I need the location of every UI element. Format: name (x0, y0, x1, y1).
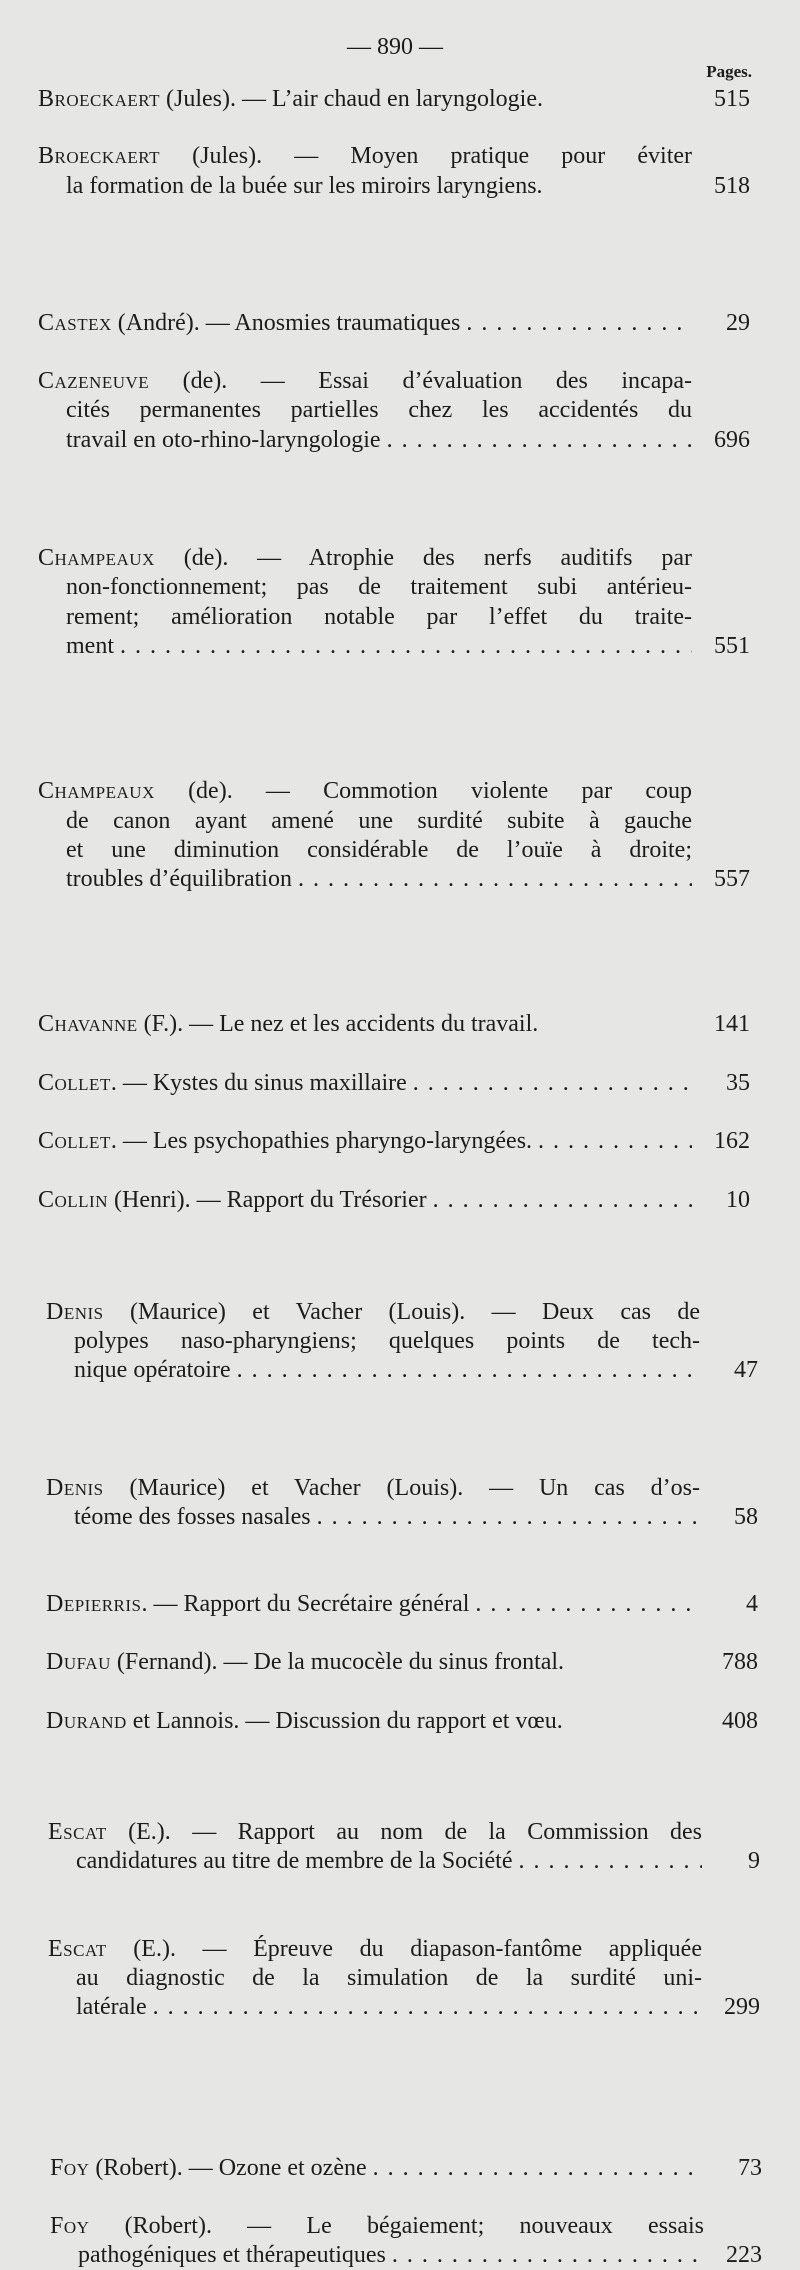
entry-title: (Maurice) et Vacher (Louis). — Un cas d’os- (103, 1474, 700, 1501)
entry-title: (Jules). — L’air chaud en laryngologie. (160, 86, 544, 112)
index-entry (46, 1298, 758, 1386)
page-reference: 141 (714, 1011, 750, 1038)
entry-title: (F.). — Le nez et les accidents du travail. (137, 1011, 539, 1038)
entry-continuation-line (46, 1327, 700, 1356)
entry-author: Escat (48, 1819, 107, 1846)
entry-title: (de). — Commotion violente par coup (154, 778, 692, 805)
page-reference: 58 (734, 1503, 758, 1530)
index-entry (46, 1648, 758, 1677)
entry-title: . — Les psychopathies pharyngo-laryngées. (110, 1128, 533, 1155)
entry-title: troubles d’équilibration (66, 866, 292, 893)
entry-title: nique opératoire (74, 1357, 231, 1384)
entry-title: (Maurice) et Vacher (Louis). — Deux cas de (103, 1298, 700, 1325)
leader-dots (564, 1648, 700, 1677)
entry-first-line (38, 1069, 692, 1098)
entry-title: (Henri). — Rapport du Trésorier (108, 1187, 427, 1214)
page-reference: 73 (738, 2154, 762, 2181)
leader-dots (147, 1993, 702, 2022)
page-reference: 162 (714, 1128, 750, 1155)
entry-author: Champeaux (38, 778, 155, 805)
entry-author: Champeaux (38, 545, 155, 572)
index-entry (38, 544, 750, 661)
entry-author: Depierris (46, 1591, 142, 1618)
entry-title: (E.). — Épreuve du diapason-fantôme appliquée (106, 1935, 702, 1962)
entry-title: (Jules). — Moyen pratique pour éviter (160, 143, 692, 170)
index-entry (48, 1818, 760, 1877)
page-number: — 890 — (347, 34, 443, 60)
entry-title: (de). — Atrophie des nerfs auditifs par (154, 545, 692, 572)
entry-title: . — Rapport du Secrétaire général (141, 1591, 470, 1618)
index-entry (50, 2212, 762, 2270)
page-reference: 9 (748, 1848, 760, 1875)
entry-author: Dufau (46, 1649, 111, 1676)
entry-title: (Robert). — Le bégaiement; nouveaux essais (89, 2212, 704, 2239)
entry-title: latérale (76, 1994, 147, 2021)
leader-dots (538, 1010, 692, 1039)
entry-first-line (46, 1474, 700, 1503)
entry-first-line (46, 1648, 700, 1677)
entry-title: (E.). — Rapport au nom de la Commission des (106, 1819, 702, 1846)
entry-title: téome des fosses nasales (74, 1503, 311, 1530)
entry-continuation-line (38, 396, 692, 425)
page-reference: 35 (726, 1069, 750, 1096)
entry-continuation-line (38, 603, 692, 632)
entry-author: Durand (46, 1707, 127, 1734)
entry-title: de canon ayant amené une surdité subite à gauche (66, 807, 692, 834)
leader-dots (543, 172, 692, 201)
page-reference: 29 (726, 309, 750, 336)
entry-continuation-line (38, 426, 692, 455)
index-entry (38, 1069, 750, 1098)
entry-first-line (38, 1010, 692, 1039)
entry-continuation-line (38, 865, 692, 894)
entry-author: Cazeneuve (38, 368, 150, 395)
index-entry (38, 142, 750, 201)
entry-first-line (38, 367, 692, 396)
entry-author: Foy (50, 2154, 90, 2181)
entry-first-line (38, 309, 692, 338)
index-entry (46, 1474, 758, 1533)
entry-title: non-fonctionnement; pas de traitement subi antérieu- (66, 574, 692, 601)
entry-title: (Robert). — Ozone et ozène (89, 2154, 367, 2181)
index-entry (50, 2154, 762, 2183)
index-entry (38, 309, 750, 338)
entry-continuation-line (38, 573, 692, 602)
entry-author: Foy (50, 2212, 90, 2239)
entry-continuation-line (46, 1356, 700, 1385)
entry-title: pathogéniques et thérapeutiques (78, 2242, 386, 2269)
entry-author: Denis (46, 1298, 104, 1325)
index-entry (38, 777, 750, 894)
page-reference: 551 (714, 632, 750, 659)
entry-title: (André). — Anosmies traumatiques (111, 309, 461, 336)
leader-dots (543, 85, 692, 114)
index-entry (38, 1186, 750, 1215)
leader-dots (114, 632, 692, 661)
entry-first-line (46, 1298, 700, 1327)
entry-first-line (38, 142, 692, 171)
page-reference: 4 (746, 1591, 758, 1618)
entry-continuation-line (38, 632, 692, 661)
entry-title: . — Kystes du sinus maxillaire (110, 1069, 407, 1096)
leader-dots (292, 865, 692, 894)
entry-author: Collin (38, 1187, 108, 1214)
leader-dots (367, 2154, 704, 2183)
entry-first-line (38, 544, 692, 573)
entry-author: Denis (46, 1474, 104, 1501)
leader-dots (427, 1186, 692, 1215)
entry-title: travail en oto-rhino-laryngologie (66, 426, 381, 453)
entry-first-line (38, 85, 692, 114)
entry-author: Escat (48, 1935, 107, 1962)
entry-title: (de). — Essai d’évaluation des incapa- (149, 368, 692, 395)
entry-first-line (48, 1818, 702, 1847)
entry-continuation-line (38, 807, 692, 836)
page-reference: 515 (714, 86, 750, 112)
entry-first-line (50, 2154, 704, 2183)
leader-dots (532, 1127, 692, 1156)
page-reference: 408 (722, 1707, 758, 1734)
entry-title: cités permanentes partielles chez les accidentés du (66, 397, 692, 424)
page-reference: 10 (726, 1187, 750, 1214)
entry-first-line (46, 1590, 700, 1619)
entry-continuation-line (46, 1503, 700, 1532)
entry-continuation-line (38, 836, 692, 865)
entry-first-line (46, 1707, 700, 1736)
leader-dots (231, 1356, 700, 1385)
leader-dots (469, 1590, 700, 1619)
index-entry (46, 1590, 758, 1619)
entry-title: la formation de la buée sur les miroirs laryngiens. (66, 172, 543, 199)
entry-first-line (50, 2212, 704, 2241)
leader-dots (386, 2241, 704, 2270)
page-reference: 299 (724, 1994, 760, 2021)
entry-title: et Lannois. — Discussion du rapport et vœu. (126, 1707, 563, 1734)
entry-title: candidatures au titre de membre de la Société (76, 1848, 513, 1875)
leader-dots (512, 1847, 702, 1876)
pages-column-label: Pages. (706, 62, 752, 81)
entry-title: ment (66, 632, 114, 659)
page-reference: 557 (714, 866, 750, 893)
entry-title: et une diminution considérable de l’ouïe à droite; (66, 836, 692, 863)
page-reference: 223 (726, 2242, 762, 2269)
index-entry (38, 1010, 750, 1039)
entry-author: Castex (38, 309, 112, 336)
index-entry (46, 1707, 758, 1736)
entry-continuation-line (50, 2241, 704, 2270)
entry-author: Collet (38, 1128, 111, 1155)
entry-first-line (38, 1127, 692, 1156)
entry-continuation-line (38, 172, 692, 201)
entry-first-line (38, 1186, 692, 1215)
index-entry (38, 85, 750, 114)
entry-author: Collet (38, 1069, 111, 1096)
entry-title: au diagnostic de la simulation de la surdité uni- (76, 1964, 702, 1991)
leader-dots (407, 1069, 692, 1098)
entry-continuation-line (48, 1964, 702, 1993)
leader-dots (460, 309, 692, 338)
entry-title: (Fernand). — De la mucocèle du sinus frontal. (110, 1649, 565, 1676)
entry-author: Broeckaert (38, 143, 160, 170)
entry-continuation-line (48, 1993, 702, 2022)
index-entry (48, 1935, 760, 2023)
leader-dots (563, 1707, 700, 1736)
page-reference: 518 (714, 172, 750, 199)
entry-title: rement; amélioration notable par l’effet du traite- (66, 603, 692, 630)
entry-first-line (38, 777, 692, 806)
page-reference: 788 (722, 1649, 758, 1676)
leader-dots (311, 1503, 700, 1532)
index-entry (38, 367, 750, 455)
leader-dots (381, 426, 692, 455)
entry-first-line (48, 1935, 702, 1964)
index-entry (38, 1127, 750, 1156)
entry-continuation-line (48, 1847, 702, 1876)
entry-author: Chavanne (38, 1011, 138, 1038)
page-reference: 47 (734, 1357, 758, 1384)
entry-author: Broeckaert (38, 86, 160, 112)
entry-title: polypes naso-pharyngiens; quelques points de tech- (74, 1327, 700, 1354)
page-reference: 696 (714, 426, 750, 453)
